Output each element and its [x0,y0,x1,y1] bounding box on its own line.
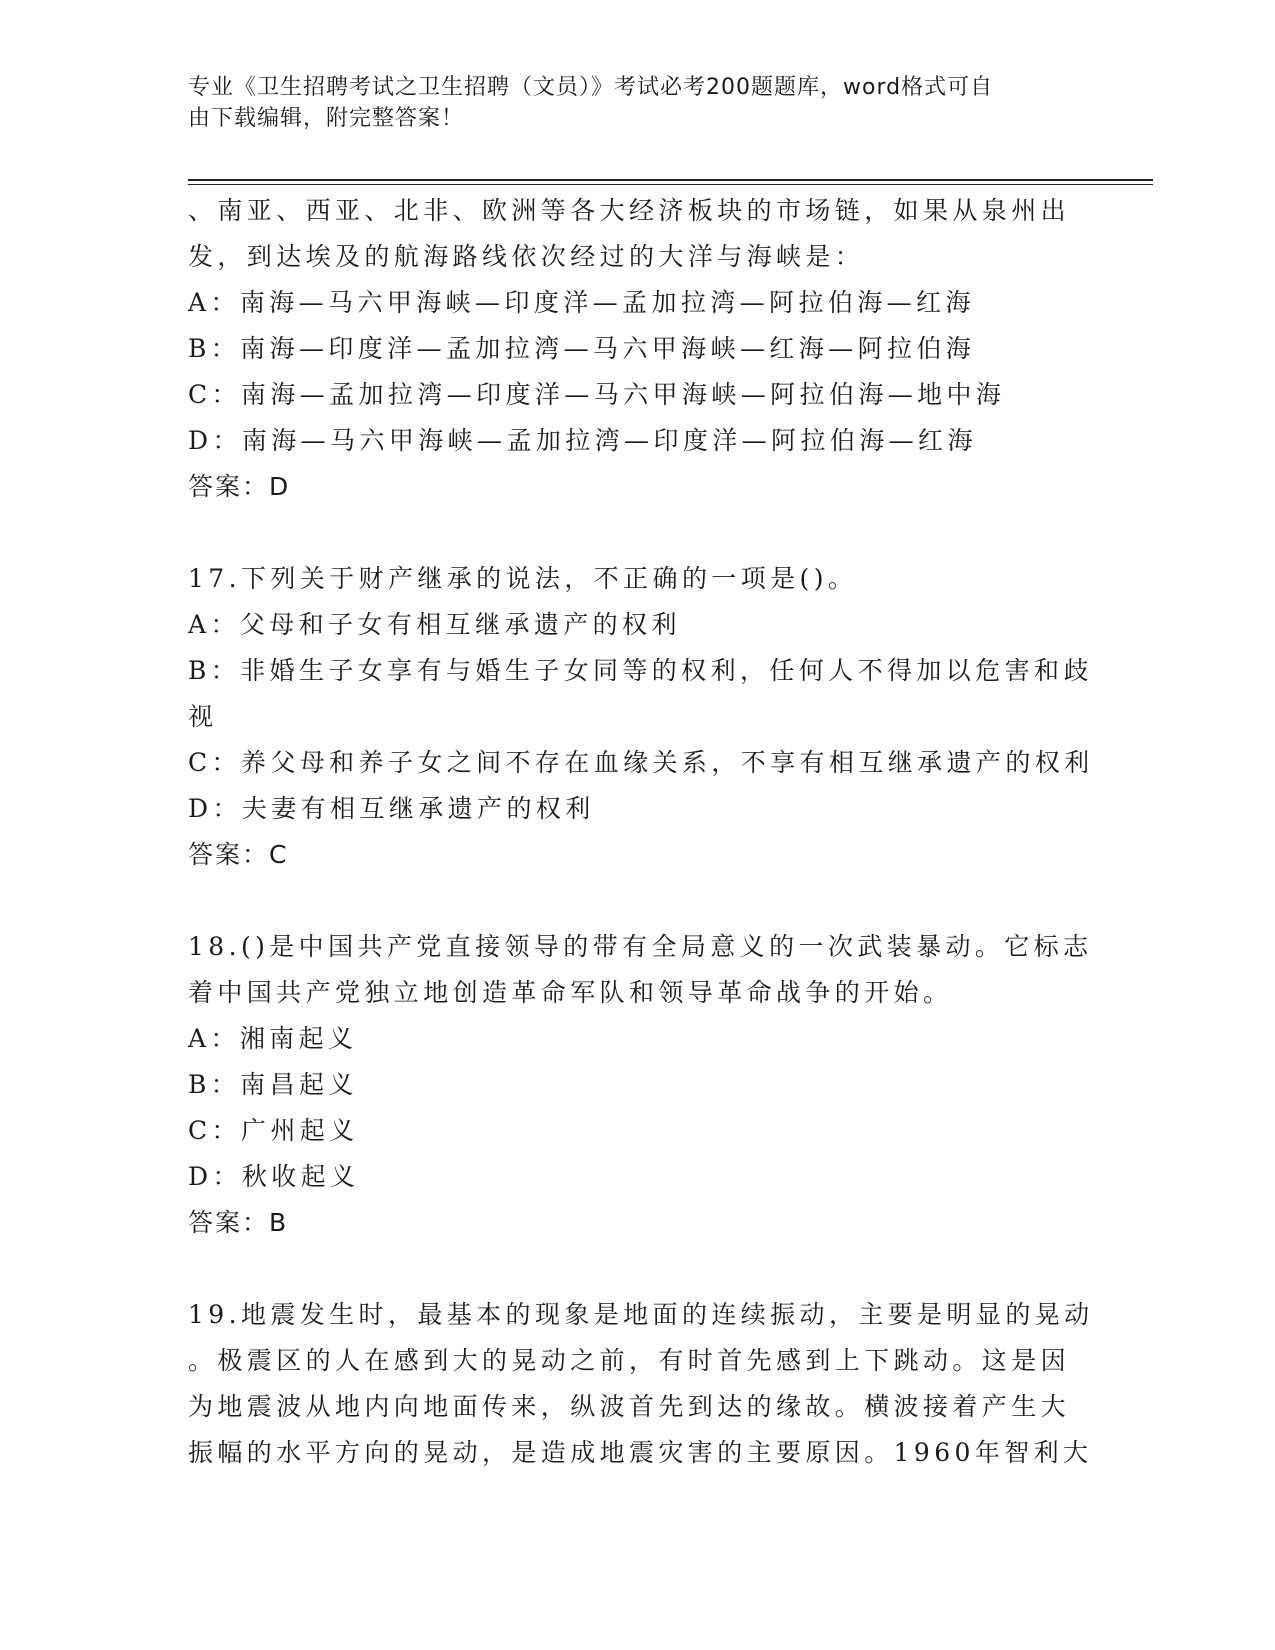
option-a: A：湘南起义 [188,1024,358,1053]
question-stem-line: 振幅的水平方向的晃动，是造成地震灾害的主要原因。1960年智利大 [188,1438,1093,1467]
header-line-2: 由下载编辑，附完整答案！ [188,106,465,131]
option-a: A：父母和子女有相互继承遗产的权利 [188,610,681,639]
question-stem-line: 。极震区的人在感到大的晃动之前，有时首先感到上下跳动。这是因 [188,1346,1071,1375]
question-stem-line: 为地震波从地内向地面传来，纵波首先到达的缘故。横波接着产生大 [188,1392,1071,1421]
question-18 [188,924,1093,1246]
question-spacer [188,1246,1088,1292]
question-stem-line: 着中国共产党独立地创造革命军队和领导革命战争的开始。 [188,978,953,1007]
option-b: B：非婚生子女享有与婚生子女同等的权利，任何人不得加以危害和歧 [188,656,1093,685]
header-divider-thick [188,179,1153,181]
question-stem-line: 发，到达埃及的航海路线依次经过的大洋与海峡是： [188,242,865,271]
header-line-1: 专业《卫生招聘考试之卫生招聘（文员）》考试必考200题题库，word格式可自 [188,75,994,100]
question-stem-line: 、南亚、西亚、北非、欧洲等各大经济板块的市场链，如果从泉州出 [188,196,1071,225]
header-divider-thin [188,184,1153,185]
option-b: B：南海—印度洋—孟加拉湾—马六甲海峡—红海—阿拉伯海 [188,334,976,363]
question-spacer [188,878,1088,924]
question-stem-line: 17.下列关于财产继承的说法，不正确的一项是()。 [188,564,858,593]
answer-line: 答案：C [188,840,289,869]
option-b: B：南昌起义 [188,1070,358,1099]
option-c: C：南海—孟加拉湾—印度洋—马六甲海峡—阿拉伯海—地中海 [188,380,1006,409]
option-b-continued: 视 [188,702,218,731]
question-stem-line: 18.()是中国共产党直接领导的带有全局意义的一次武装暴动。它标志 [188,932,1093,961]
question-17 [188,556,1094,878]
question-16 [188,188,1088,510]
option-d: D：夫妻有相互继承遗产的权利 [188,794,595,823]
answer-line: 答案：D [188,472,291,501]
option-d: D：秋收起义 [188,1162,360,1191]
document-header [188,72,1068,134]
question-list [188,188,1094,1476]
question-19 [188,1292,1094,1476]
question-stem-line: 19.地震发生时，最基本的现象是地面的连续振动，主要是明显的晃动 [188,1300,1094,1329]
option-d: D：南海—马六甲海峡—孟加拉湾—印度洋—阿拉伯海—红海 [188,426,977,455]
option-c: C：养父母和养子女之间不存在血缘关系，不享有相互继承遗产的权利 [188,748,1094,777]
answer-line: 答案：B [188,1208,289,1237]
option-a: A：南海—马六甲海峡—印度洋—孟加拉湾—阿拉伯海—红海 [188,288,975,317]
question-spacer [188,510,1088,556]
option-c: C：广州起义 [188,1116,359,1145]
